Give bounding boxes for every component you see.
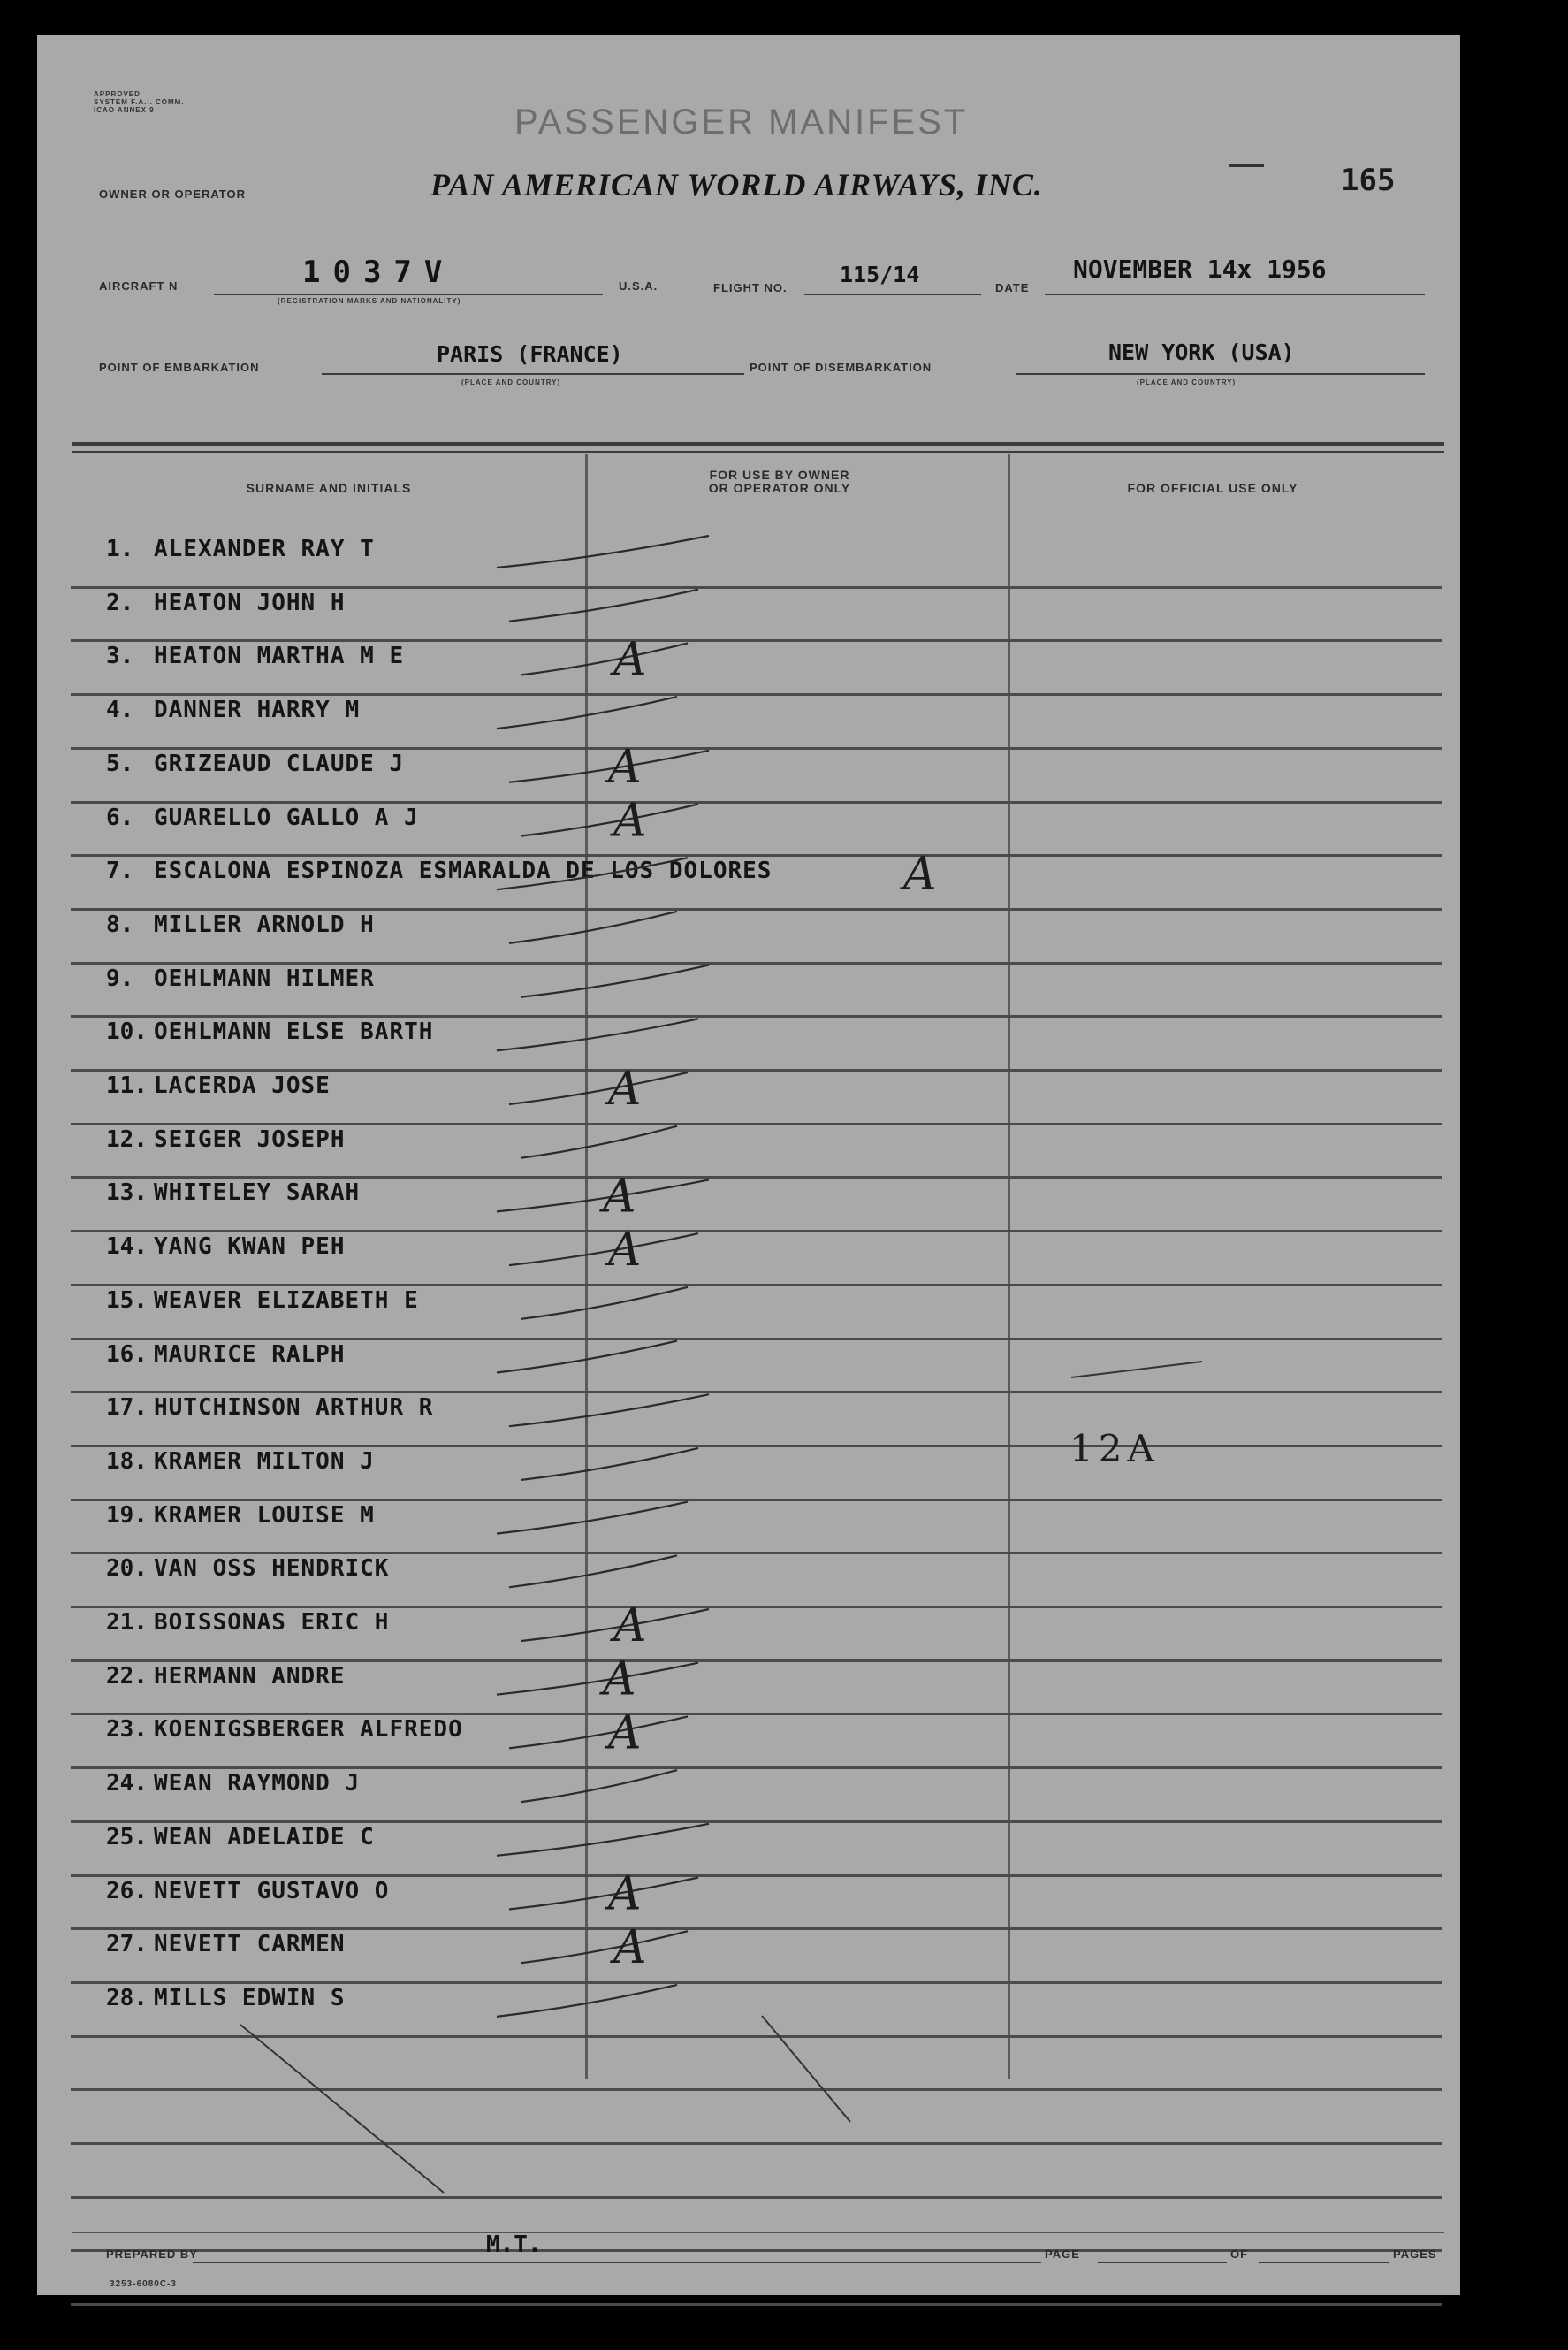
aircraft-registration: 1037V [302,255,455,290]
check-stroke [521,643,688,675]
approval-line: SYSTEM F.A.I. COMM. [94,98,185,106]
prepared-by-label: PREPARED BY [106,2247,198,2261]
passenger-number: 11. [106,1072,148,1099]
passenger-number: 4. [106,697,134,723]
passenger-number: 12. [106,1126,148,1153]
passenger-number: 14. [106,1233,148,1260]
check-stroke [521,1448,698,1480]
aircraft-sub-label: (REGISTRATION MARKS AND NATIONALITY) [278,297,461,305]
passenger-number: 13. [106,1179,148,1206]
usa-label: U.S.A. [619,279,658,293]
handwritten-marks [37,35,1460,2295]
approval-line: ICAO ANNEX 9 [94,106,155,114]
passenger-name: SEIGER JOSEPH [154,1126,346,1153]
approval-mark: A [903,848,937,902]
passenger-name: NEVETT CARMEN [154,1931,346,1957]
approval-mark: A [603,1170,636,1224]
passenger-number: 25. [106,1824,148,1850]
check-stroke [497,697,677,729]
passenger-name: MILLER ARNOLD H [154,912,375,938]
col-header-owner-line: FOR USE BY OWNER [709,468,850,482]
passenger-name: MAURICE RALPH [154,1341,346,1368]
approval-mark: A [608,1867,642,1921]
check-stroke [509,1555,677,1587]
check-stroke [497,536,709,568]
passenger-number: 23. [106,1716,148,1743]
passenger-name: HEATON MARTHA M E [154,643,405,669]
check-stroke [509,1716,688,1748]
disembarkation-label: POINT OF DISEMBARKATION [750,361,932,374]
disembarkation-sub-label: (PLACE AND COUNTRY) [1137,378,1237,386]
check-stroke [521,1931,688,1963]
page-underline [1098,2262,1227,2263]
embarkation-label: POINT OF EMBARKATION [99,361,260,374]
check-stroke [509,912,677,943]
passenger-number: 21. [106,1609,148,1636]
check-stroke [497,858,688,889]
of-label: OF [1230,2247,1249,2261]
page-number: 165 [1341,163,1396,198]
check-stroke [521,1770,677,1802]
check-stroke [497,1663,698,1695]
passenger-name: GUARELLO GALLO A J [154,805,419,831]
approval-mark: A [613,1599,647,1652]
passenger-name: LACERDA JOSE [154,1072,331,1099]
prepared-by-underline [193,2262,1041,2263]
passenger-number: 18. [106,1448,148,1475]
passenger-name: HERMANN ANDRE [154,1663,346,1690]
passenger-number: 17. [106,1394,148,1421]
approval-mark: A [608,1224,642,1278]
passenger-name: KRAMER MILTON J [154,1448,375,1475]
passenger-number: 2. [106,590,134,616]
disembarkation-point: NEW YORK (USA) [1108,340,1295,365]
check-stroke [521,1287,688,1319]
flight-number: 115/14 [840,262,920,287]
flight-label: FLIGHT NO. [713,281,788,294]
official-stroke [1071,1362,1202,1377]
approval-mark: A [613,794,647,848]
of-underline [1259,2262,1389,2263]
passenger-name: OEHLMANN ELSE BARTH [154,1019,434,1045]
approval-mark: A [608,1706,642,1760]
passenger-number: 6. [106,805,134,831]
form-code: 3253-6080C-3 [110,2279,177,2289]
passenger-name: GRIZEAUD CLAUDE J [154,751,405,777]
passenger-number: 24. [106,1770,148,1797]
check-stroke [521,965,709,997]
passenger-name: WEAVER ELIZABETH E [154,1287,419,1314]
passenger-number: 16. [106,1341,148,1368]
passenger-name: KRAMER LOUISE M [154,1502,375,1529]
check-stroke [509,1233,698,1265]
diagonal-stroke [762,2016,850,2122]
passenger-number: 5. [106,751,134,777]
approval-mark: A [608,1063,642,1116]
col-header-owner-line: OR OPERATOR ONLY [708,481,851,495]
passenger-name: VAN OSS HENDRICK [154,1555,390,1582]
approval-mark: A [613,1921,647,1975]
check-stroke [509,590,698,622]
passenger-number: 9. [106,965,134,992]
row-rule [71,2303,1442,2306]
passenger-number: 8. [106,912,134,938]
col-header-surname: SURNAME AND INITIALS [246,481,412,495]
check-stroke [497,1019,698,1050]
check-stroke [521,1126,677,1158]
passenger-number: 1. [106,536,134,562]
passenger-name: ESCALONA ESPINOZA ESMARALDA DE LOS DOLORES [154,858,773,884]
passenger-number: 19. [106,1502,148,1529]
passenger-name: YANG KWAN PEH [154,1233,346,1260]
passenger-name: NEVETT GUSTAVO O [154,1878,390,1904]
passenger-name: WEAN RAYMOND J [154,1770,361,1797]
passenger-number: 7. [106,858,134,884]
passenger-number: 27. [106,1931,148,1957]
passenger-name: OEHLMANN HILMER [154,965,375,992]
form-title: PASSENGER MANIFEST [514,103,969,141]
check-stroke [497,1985,677,2017]
passenger-name: WHITELEY SARAH [154,1179,361,1206]
approval-mark: A [603,1652,636,1706]
passenger-number: 26. [106,1878,148,1904]
approval-mark: A [608,740,642,794]
approval-mark: A [613,633,647,687]
prepared-by: M.T. [486,2232,542,2258]
passenger-name: BOISSONAS ERIC H [154,1609,390,1636]
check-stroke [509,1394,709,1426]
owner-label: OWNER OR OPERATOR [99,187,247,201]
manifest-sheet [37,35,1460,2295]
col-header-official: FOR OFFICIAL USE ONLY [1127,481,1298,495]
passenger-name: ALEXANDER RAY T [154,536,375,562]
aircraft-label: AIRCRAFT N [99,279,179,293]
embarkation-point: PARIS (FRANCE) [437,341,623,367]
passenger-number: 20. [106,1555,148,1582]
passenger-name: KOENIGSBERGER ALFREDO [154,1716,463,1743]
passenger-number: 15. [106,1287,148,1314]
check-stroke [497,1502,688,1534]
date-label: DATE [995,281,1030,294]
passenger-number: 10. [106,1019,148,1045]
flight-date: NOVEMBER 14x 1956 [1073,255,1327,284]
passenger-name: HUTCHINSON ARTHUR R [154,1394,434,1421]
passenger-number: 28. [106,1985,148,2011]
approval-line: APPROVED [94,90,141,98]
official-note: 12A [1069,1427,1160,1470]
page-label: PAGE [1045,2247,1080,2261]
passenger-name: WEAN ADELAIDE C [154,1824,375,1850]
passenger-number: 22. [106,1663,148,1690]
check-stroke [509,1878,698,1910]
check-stroke [521,805,698,836]
check-stroke [497,1824,709,1856]
check-stroke [497,1341,677,1373]
owner-name: PAN AMERICAN WORLD AIRWAYS, INC. [430,167,1043,202]
passenger-name: HEATON JOHN H [154,590,346,616]
footer-rule [72,2232,1444,2233]
embarkation-sub-label: (PLACE AND COUNTRY) [461,378,561,386]
check-stroke [509,1072,688,1104]
passenger-name: MILLS EDWIN S [154,1985,346,2011]
pages-label: PAGES [1393,2247,1437,2261]
passenger-name: DANNER HARRY M [154,697,361,723]
diagonal-stroke [240,2025,444,2193]
passenger-number: 3. [106,643,134,669]
